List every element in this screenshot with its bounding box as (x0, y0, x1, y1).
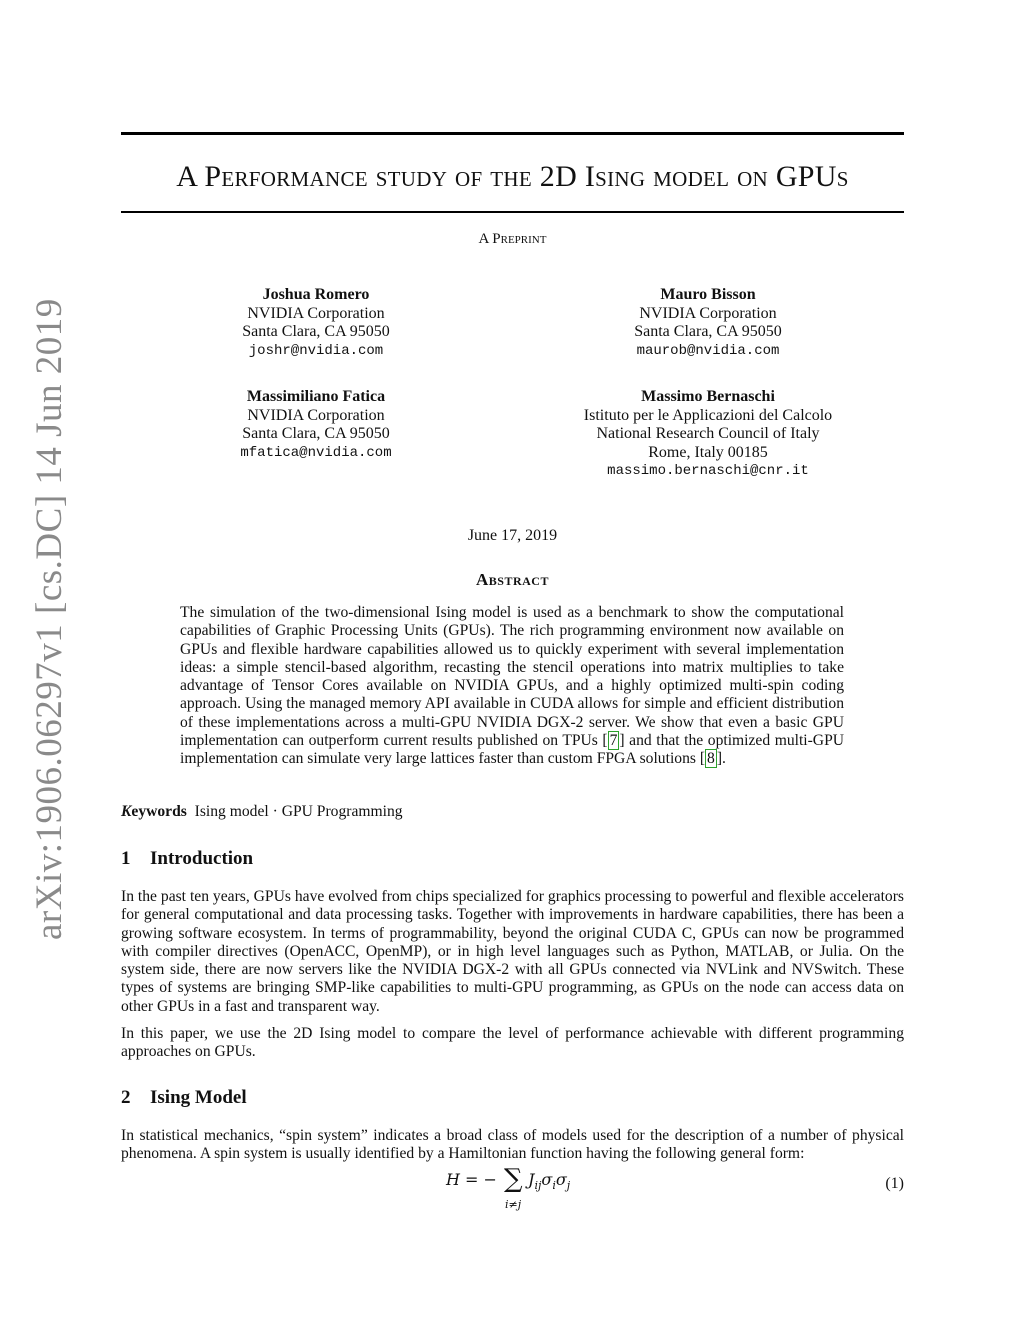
equation-sigma-1: σ (541, 1170, 553, 1189)
paper-date: June 17, 2019 (467, 527, 558, 544)
author-name: Joshua Romero (262, 286, 370, 303)
citation-link[interactable]: 8 (707, 750, 715, 768)
author-name: Massimo Bernaschi (641, 388, 775, 405)
equation-sigma-1-sub: i (552, 1179, 556, 1193)
author-email[interactable]: joshr@nvidia.com (248, 342, 384, 359)
equation-sigma-2: σ (555, 1170, 567, 1189)
author-name: Massimiliano Fatica (246, 388, 386, 405)
equation-j-sub: ij (534, 1179, 542, 1193)
sum-subscript: i≠j (505, 1198, 522, 1211)
author-affiliation-2: National Research Council of Italy (596, 425, 820, 442)
sum-symbol: ∑ (504, 1164, 523, 1194)
paragraph: In the past ten years, GPUs have evolved from chips specialized for graphics processing to powerful and flexible accelerators for general computational and data processing tasks. Together with improvements in hardware capabilities, there has been a growing software ecosystem. In terms of programmability, beyond the original CUDA C, GPUs can now be programmed with compiler directives (OpenACC, OpenMP), or in high level languages such as Python, MATLAB, or Julia. On the system side, there are now servers like the NVIDIA DGX-2 with all GPUs connected via NVLink and NVSwitch. These types of systems are bringing SMP-like capabilities to multi-GPU programming, as GPUs on the node can access data on other GPUs in a fast and transparent way. (121, 888, 904, 1015)
abstract-body: The simulation of the two-dimensional Ising model is used as a benchmark to show the computational capabilities of Graphic Processing Units (GPUs). The rich programming environment now available on GPUs and flexible hardware capabilities allowed us to quickly experiment with several implementation ideas: a simple stencil-based algorithm, recasting the stencil operations into matrix multiplies to take advantage of Tensor Cores available on NVIDIA GPUs, and a highly optimized multi-spin coding approach. Using the managed memory API available in CUDA allows for simple and efficient distribution of these implementations across a multi-GPU NVIDIA DGX-2 server. We show that even a basic GPU implementation can outperform current results published on TPUs [ 7 ] and that the optimized multi-GPU implementation can simulate very large lattices faster than custom FPGA solutions [ 8 ]. (180, 604, 845, 768)
abstract-text-2: and that the optimized multi-GPU implementation can simulate very large lattices faster than custom FPGA solutions (180, 732, 845, 768)
section-number: 1 (121, 848, 131, 869)
keywords-line: Keywords Ising model · GPU Programming (121, 803, 403, 820)
author-affiliation: NVIDIA Corporation (247, 304, 385, 322)
author-address: Santa Clara, CA 95050 (242, 425, 390, 442)
title-bottom-rule (121, 211, 904, 213)
author-email[interactable]: mfatica@nvidia.com (240, 444, 392, 461)
preprint-label: A Preprint (478, 231, 547, 247)
citation-link[interactable]: 7 (609, 732, 618, 750)
arxiv-stamp: arXiv:1906.06297v1 [cs.DC] 14 Jun 2019 (29, 298, 70, 940)
equation-sigma-2-sub: j (566, 1179, 571, 1193)
author-name: Mauro Bisson (660, 286, 756, 303)
author-block (146, 388, 486, 462)
author-email[interactable]: maurob@nvidia.com (636, 342, 780, 359)
abstract-text: The simulation of the two-dimensional Ising model is used as a benchmark to show the computational capabilities of Graphic Processing Units (GPUs). The rich programming environment now available on GPUs and flexible hardware capabilities allowed us to quickly experiment with several implementation ideas: a simple stencil-based algorithm, recasting the stencil operations into matrix multiplies to take advantage of Tensor Cores available on NVIDIA GPUs, and a highly optimized multi-spin coding approach. Using the managed memory API available in CUDA allows for simple and efficient distribution of these implementations across a multi-GPU NVIDIA DGX-2 server. We show that even a basic GPU implementation can outperform current results published on TPUs (180, 604, 844, 750)
author-affiliation: Istituto per le Applicazioni del Calcolo (583, 406, 833, 424)
section-number: 2 (121, 1087, 131, 1108)
paper-title: A Performance study of the 2D Ising model on GPUs (176, 160, 849, 193)
section-title: Introduction (150, 848, 254, 869)
author-affiliation: NVIDIA Corporation (639, 304, 777, 322)
author-address: Santa Clara, CA 95050 (634, 323, 782, 340)
section-heading (121, 1087, 247, 1109)
equation (446, 1164, 571, 1211)
author-block (538, 388, 878, 481)
author-block (538, 286, 878, 360)
author-affiliation: NVIDIA Corporation (247, 406, 385, 424)
keywords-text: Ising model · GPU Programming (194, 803, 403, 820)
author-block (146, 286, 486, 360)
author-email[interactable]: massimo.bernaschi@cnr.it (607, 463, 809, 479)
keywords-label: eywords (131, 803, 187, 820)
author-address: Santa Clara, CA 95050 (242, 323, 390, 340)
equation-number: (1) (885, 1175, 904, 1192)
top-rule (121, 132, 904, 135)
paragraph: In this paper, we use the 2D Ising model to compare the level of performance achievable with different programming approaches on GPUs. (121, 1025, 904, 1061)
paragraph: In statistical mechanics, “spin system” indicates a broad class of models used for the description of a number of physical phenomena. A spin system is usually identified by a Hamiltonian function having the following general form: (121, 1127, 904, 1163)
section-title: Ising Model (150, 1087, 247, 1108)
equation-lhs: H = − (446, 1170, 497, 1189)
equation-j: J (528, 1170, 535, 1189)
author-address: Rome, Italy 00185 (648, 443, 768, 461)
abstract-heading: Abstract (476, 570, 549, 589)
section-heading (121, 848, 253, 870)
